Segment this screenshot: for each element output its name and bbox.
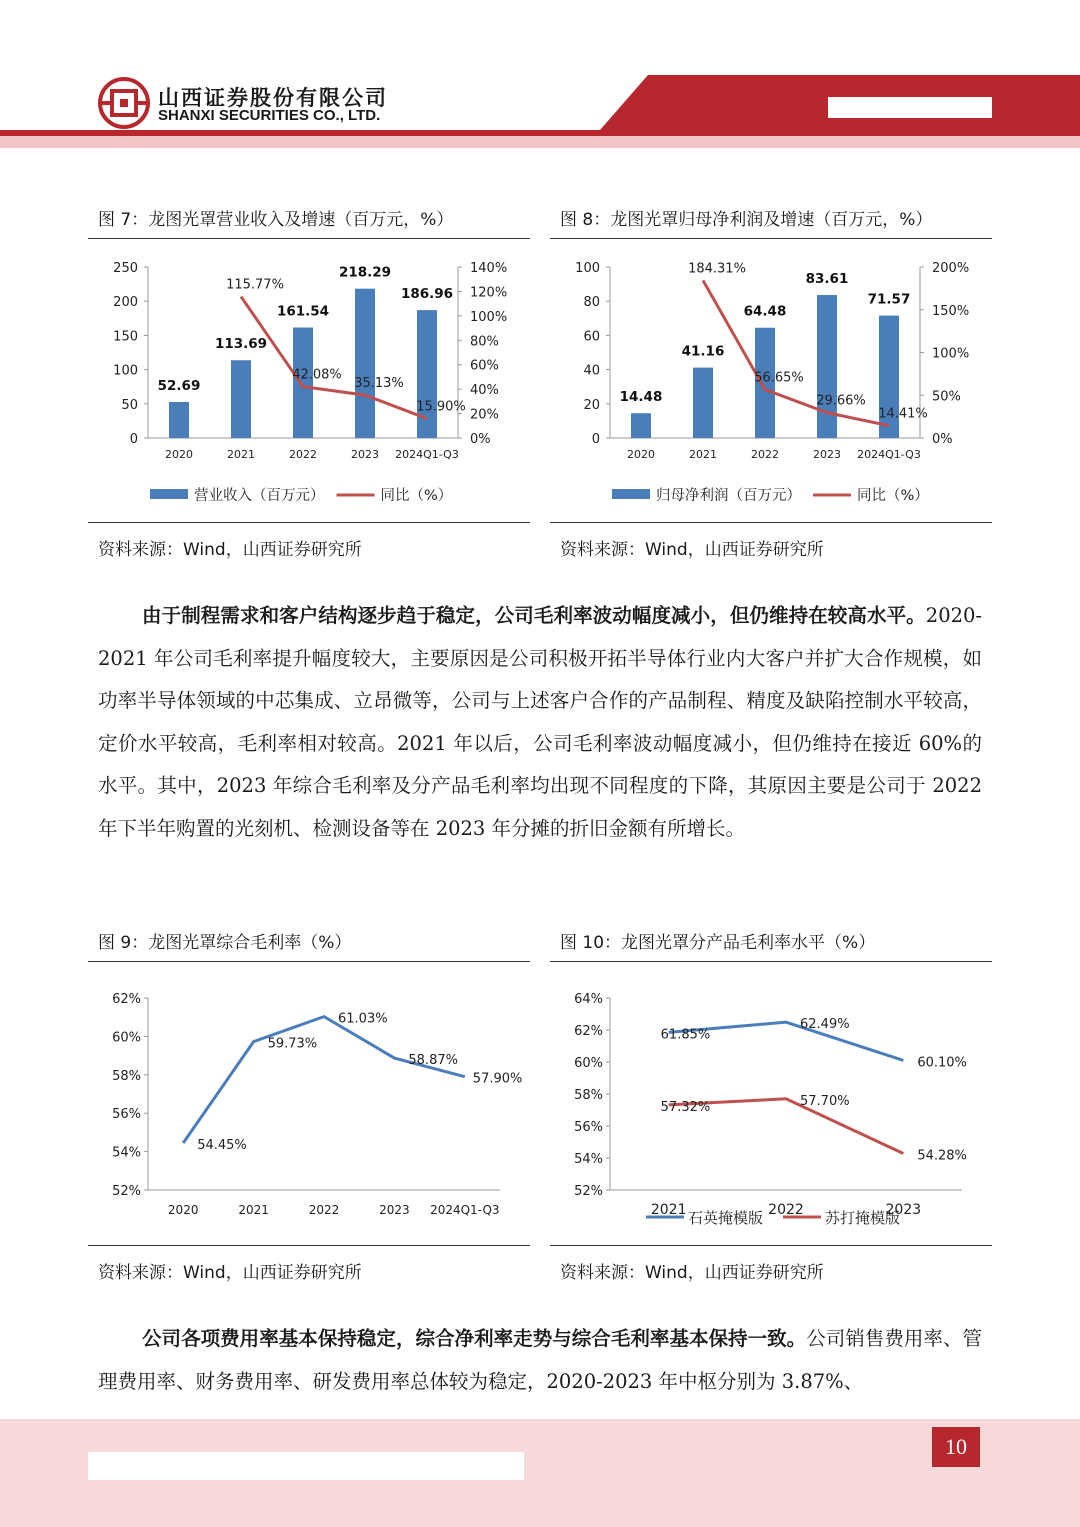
figure-9-bottom-rule xyxy=(88,1245,530,1246)
figure-8-bottom-rule xyxy=(550,522,992,523)
fig7-y-left-tick: 0 xyxy=(129,432,138,447)
figure-9-top-rule xyxy=(88,961,530,962)
fig7-bar xyxy=(417,310,437,438)
fig7-legend-bar-label: 营业收入（百万元） xyxy=(194,488,325,504)
fig7-line-label: 115.77% xyxy=(226,277,284,293)
fig10-point-label: 60.10% xyxy=(917,1055,967,1071)
fig7-bar-label: 52.69 xyxy=(157,377,201,394)
fig7-legend-line-label: 同比（%） xyxy=(380,488,453,504)
fig7-bar-label: 218.29 xyxy=(338,264,392,281)
fig7-x-tick: 2024Q1-Q3 xyxy=(395,448,459,461)
fig7-y-left-tick: 100 xyxy=(113,363,138,379)
fig8-x-tick: 2023 xyxy=(813,448,841,461)
paragraph-1-text: 2020-2021 年公司毛利率提升幅度较大，主要原因是公司积极开拓半导体行业内大客户并扩大合作规模，如功率半导体领域的中芯集成、立昂微等，公司与上述客户合作的产品制程、精度及缺陷控制水平较高，定价水平较高，毛利率相对较高。2021 年以后，公司毛利率波动幅度减小，但仍维持在接近 60%的水平。其中，2023 年综合毛利率及分产品毛利率均出现不同程度的下降，其原因主要是公司于 2022 年下半年购置的光刻机、检测设备等在 2023 年分摊的折旧金额有所增长。 xyxy=(98,604,982,840)
figure-10-source: 资料来源：Wind，山西证券研究所 xyxy=(560,1263,824,1283)
fig9-x-tick: 2023 xyxy=(379,1203,410,1217)
fig8-legend-bar-swatch xyxy=(612,489,650,499)
page-header xyxy=(0,0,1080,150)
page-footer xyxy=(0,1419,1080,1527)
figure-8-top-rule xyxy=(550,238,992,239)
fig7-line-label: 35.13% xyxy=(354,376,404,392)
fig8-x-tick: 2024Q1-Q3 xyxy=(857,448,921,461)
fig9-point-label: 58.87% xyxy=(408,1053,458,1069)
fig9-x-tick: 2020 xyxy=(167,1203,199,1217)
header-red-line xyxy=(0,130,1080,136)
fig8-y-right-tick: 50% xyxy=(932,389,961,405)
fig9-point-label: 59.73% xyxy=(267,1036,318,1052)
fig10-point-label: 62.49% xyxy=(800,1017,850,1033)
fig8-line-label: 56.65% xyxy=(754,370,804,386)
fig8-x-tick: 2021 xyxy=(689,448,717,461)
fig10-point-label: 57.70% xyxy=(800,1093,850,1109)
paragraph-2-bold: 公司各项费用率基本保持稳定，综合净利率走势与综合毛利率基本保持一致。 xyxy=(142,1327,807,1350)
fig9-point-label: 57.90% xyxy=(472,1071,523,1087)
fig7-y-right-tick: 80% xyxy=(470,334,499,350)
fig8-bar xyxy=(631,413,651,438)
fig9-point-label: 61.03% xyxy=(338,1011,388,1027)
header-white-box xyxy=(828,97,992,118)
fig8-line-label: 14.41% xyxy=(878,406,928,422)
fig10-y-tick: 58% xyxy=(574,1088,603,1103)
fig9-y-tick: 54% xyxy=(112,1145,141,1161)
figure-8 xyxy=(550,205,992,565)
fig10-y-tick: 52% xyxy=(574,1184,603,1199)
fig7-legend-bar-swatch xyxy=(150,489,188,499)
fig8-y-left-tick: 100 xyxy=(575,261,600,276)
fig10-x-tick: 2023 xyxy=(885,1202,922,1218)
fig7-y-left-tick: 50 xyxy=(121,397,138,413)
footer-white-box xyxy=(88,1452,524,1480)
figure-7-source: 资料来源：Wind，山西证券研究所 xyxy=(98,540,362,560)
fig9-y-tick: 56% xyxy=(112,1107,141,1123)
fig10-legend-label: 苏打掩模版 xyxy=(825,1209,901,1227)
fig7-line-label: 42.08% xyxy=(292,367,342,383)
figure-10-top-rule xyxy=(550,961,992,962)
figure-7 xyxy=(88,205,530,565)
fig8-bar-label: 64.48 xyxy=(743,303,787,320)
figure-7-title: 图 7：龙图光罩营业收入及增速（百万元，%） xyxy=(98,210,454,230)
fig8-bar-label: 71.57 xyxy=(867,291,911,308)
fig7-bar-label: 186.96 xyxy=(400,286,454,303)
fig8-bar-label: 14.48 xyxy=(619,389,663,406)
fig10-point-label: 57.32% xyxy=(660,1099,711,1115)
page-number: 10 xyxy=(932,1427,980,1467)
fig8-bar-label: 83.61 xyxy=(805,271,849,288)
fig10-point-label: 54.28% xyxy=(917,1148,967,1164)
fig8-line-label: 29.66% xyxy=(816,393,866,409)
figure-8-title: 图 8：龙图光罩归母净利润及增速（百万元，%） xyxy=(560,210,933,230)
fig8-y-right-tick: 100% xyxy=(932,346,970,362)
fig9-point-label: 54.45% xyxy=(197,1137,247,1153)
fig7-y-right-tick: 140% xyxy=(470,261,508,276)
fig9-x-tick: 2021 xyxy=(238,1203,269,1217)
fig9-x-tick: 2024Q1-Q3 xyxy=(430,1203,500,1217)
fig8-legend-bar-label: 归母净利润（百万元） xyxy=(656,488,801,504)
fig8-x-tick: 2020 xyxy=(627,448,655,461)
fig10-x-tick: 2022 xyxy=(768,1202,804,1218)
fig10-y-tick: 54% xyxy=(574,1152,603,1167)
figure-10-bottom-rule xyxy=(550,1245,992,1246)
fig7-bar-label: 161.54 xyxy=(276,303,330,320)
header-graphics xyxy=(0,0,1080,150)
fig8-y-right-tick: 0% xyxy=(932,432,953,447)
fig7-bar xyxy=(169,402,189,438)
figure-10 xyxy=(550,928,992,1288)
fig9-y-tick: 58% xyxy=(112,1068,141,1084)
paragraph-expense-ratio xyxy=(98,1318,982,1403)
fig9-y-tick: 52% xyxy=(112,1184,141,1199)
fig8-line-label: 184.31% xyxy=(688,261,746,277)
fig7-y-right-tick: 120% xyxy=(470,285,508,301)
fig10-y-tick: 60% xyxy=(574,1056,603,1071)
fig7-y-right-tick: 0% xyxy=(470,432,491,447)
fig7-line-label: 15.90% xyxy=(416,399,466,415)
fig9-x-tick: 2022 xyxy=(308,1203,340,1217)
fig8-y-right-tick: 200% xyxy=(932,261,970,276)
fig10-x-tick: 2021 xyxy=(650,1202,687,1218)
fig10-y-tick: 56% xyxy=(574,1120,603,1135)
fig8-y-left-tick: 20 xyxy=(583,397,600,413)
fig10-y-tick: 64% xyxy=(574,992,603,1007)
fig7-y-right-tick: 100% xyxy=(470,309,508,325)
company-logo-icon xyxy=(100,79,148,127)
figure-9-title: 图 9：龙图光罩综合毛利率（%） xyxy=(98,933,352,953)
fig8-y-right-tick: 150% xyxy=(932,303,970,319)
fig10-point-label: 61.85% xyxy=(660,1027,711,1043)
fig9-y-tick: 60% xyxy=(112,1030,141,1046)
company-name-cn: 山西证券股份有限公司 xyxy=(158,86,388,110)
fig7-x-tick: 2020 xyxy=(165,448,193,461)
header-pink-line xyxy=(0,136,1080,148)
fig7-y-left-tick: 200 xyxy=(113,295,138,311)
fig10-y-tick: 62% xyxy=(574,1024,603,1039)
paragraph-gross-margin xyxy=(98,595,982,850)
fig7-x-tick: 2021 xyxy=(227,448,255,461)
fig7-x-tick: 2023 xyxy=(351,448,379,461)
figure-8-chart xyxy=(550,245,992,525)
figure-9 xyxy=(88,928,530,1288)
fig7-line-series xyxy=(241,297,427,419)
paragraph-2-text: 公司销售费用率、管理费用率、财务费用率、研发费用率总体较为稳定，2020-2023 年中枢分别为 3.87%、 xyxy=(98,1327,982,1393)
fig7-bar xyxy=(355,289,375,438)
figure-8-source: 资料来源：Wind，山西证券研究所 xyxy=(560,540,824,560)
fig8-bar xyxy=(817,295,837,438)
fig8-y-left-tick: 0 xyxy=(591,432,600,447)
fig7-y-right-tick: 60% xyxy=(470,358,499,374)
fig8-bar-label: 41.16 xyxy=(681,343,725,360)
fig8-legend-line-label: 同比（%） xyxy=(857,488,929,504)
figure-10-title: 图 10：龙图光罩分产品毛利率水平（%） xyxy=(560,933,876,953)
fig7-y-left-tick: 250 xyxy=(113,261,138,276)
fig9-y-tick: 62% xyxy=(112,992,141,1007)
fig9-series-line xyxy=(183,1017,465,1143)
figure-10-chart xyxy=(550,968,992,1248)
fig8-bar xyxy=(693,368,713,438)
fig7-y-right-tick: 40% xyxy=(470,383,499,399)
fig8-y-left-tick: 40 xyxy=(583,363,600,379)
figure-9-source: 资料来源：Wind，山西证券研究所 xyxy=(98,1263,362,1283)
figure-7-bottom-rule xyxy=(88,522,530,523)
figure-7-chart xyxy=(88,245,530,525)
fig7-bar xyxy=(293,328,313,438)
fig8-y-left-tick: 80 xyxy=(583,295,600,311)
fig8-x-tick: 2022 xyxy=(751,448,779,461)
paragraph-1-bold: 由于制程需求和客户结构逐步趋于稳定，公司毛利率波动幅度减小，但仍维持在较高水平。 xyxy=(142,604,926,627)
fig10-legend-label: 石英掩模版 xyxy=(688,1209,764,1227)
fig7-bar-label: 113.69 xyxy=(214,336,268,353)
figure-9-chart xyxy=(88,968,530,1248)
fig8-y-left-tick: 60 xyxy=(583,329,600,345)
fig7-bar xyxy=(231,360,251,438)
company-name-en: SHANXI SECURITIES CO., LTD. xyxy=(158,107,381,124)
fig7-x-tick: 2022 xyxy=(289,448,317,461)
figure-7-top-rule xyxy=(88,238,530,239)
fig7-y-right-tick: 20% xyxy=(470,407,499,423)
fig7-y-left-tick: 150 xyxy=(113,329,138,345)
